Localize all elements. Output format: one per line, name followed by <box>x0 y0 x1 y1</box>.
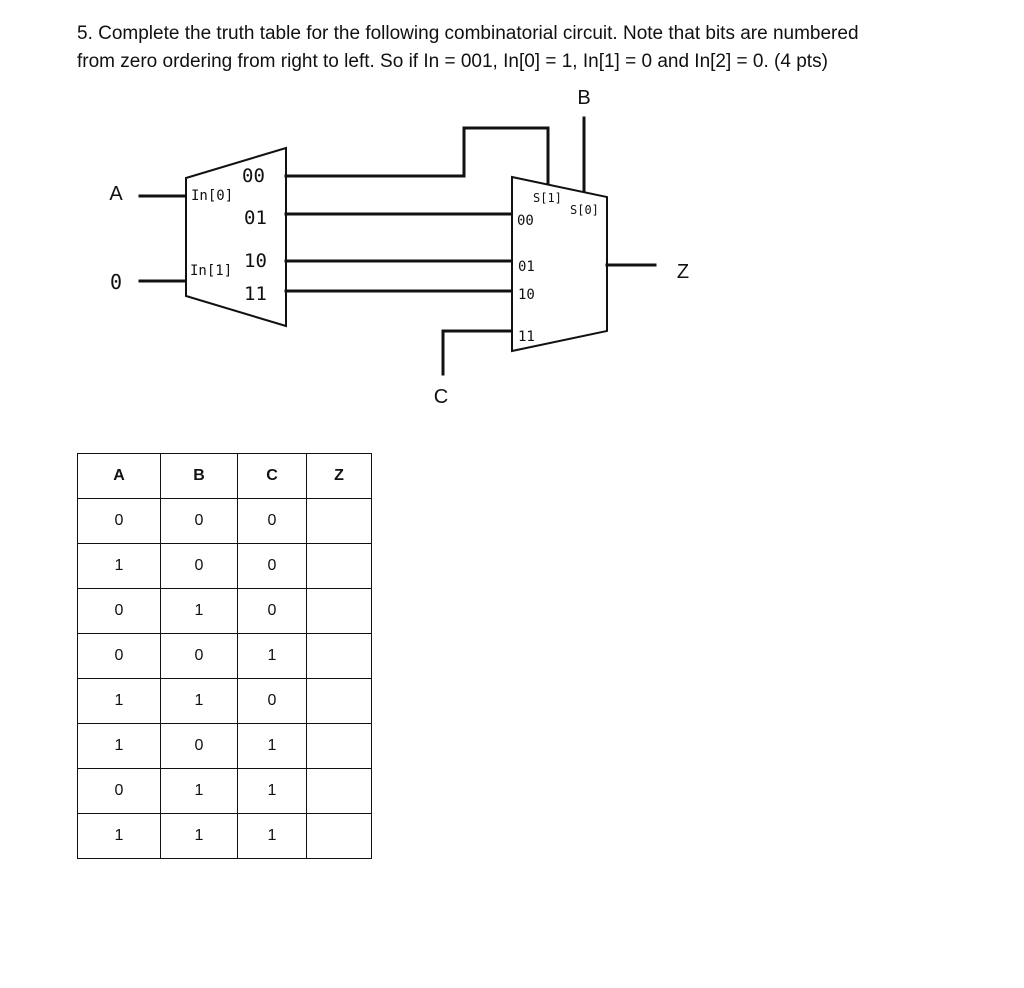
cell-c: 1 <box>238 634 307 679</box>
truth-table-header-row <box>78 454 372 499</box>
cell-c: 1 <box>238 724 307 769</box>
decoder-output-label-11: 11 <box>244 283 267 305</box>
decoder-block <box>186 148 286 326</box>
cell-z[interactable] <box>307 589 372 634</box>
cell-b: 0 <box>161 499 238 544</box>
output-z-label: Z <box>676 261 690 283</box>
cell-a: 0 <box>78 769 161 814</box>
mux-input-label-00: 00 <box>517 213 534 229</box>
truth-table <box>77 453 372 859</box>
decoder-output-label-01: 01 <box>244 207 267 229</box>
cell-c: 0 <box>238 589 307 634</box>
decoder-output-label-10: 10 <box>244 250 267 272</box>
cell-c: 0 <box>238 544 307 589</box>
question-line-2: from zero ordering from right to left. So if In = 001, In[0] = 1, In[1] = 0 and In[2] = 0. (4 pts) <box>77 51 828 72</box>
mux-s0-label: S[0] <box>570 203 599 217</box>
cell-z[interactable] <box>307 634 372 679</box>
cell-a: 0 <box>78 499 161 544</box>
header-a: A <box>78 454 161 499</box>
cell-c: 1 <box>238 814 307 859</box>
cell-a: 0 <box>78 589 161 634</box>
input-c-wire <box>443 331 512 374</box>
table-row <box>78 499 372 544</box>
cell-b: 1 <box>161 589 238 634</box>
table-row <box>78 544 372 589</box>
cell-z[interactable] <box>307 679 372 724</box>
cell-a: 1 <box>78 544 161 589</box>
cell-b: 0 <box>161 634 238 679</box>
cell-z[interactable] <box>307 814 372 859</box>
question-line-1: 5. Complete the truth table for the following combinatorial circuit. Note that bits are numbered <box>77 23 859 44</box>
decoder-in0-label: In[0] <box>191 188 234 204</box>
table-row <box>78 814 372 859</box>
table-row <box>78 589 372 634</box>
table-row <box>78 679 372 724</box>
cell-b: 1 <box>161 679 238 724</box>
mux-input-label-10: 10 <box>518 287 535 303</box>
input-zero-label: 0 <box>109 270 123 294</box>
table-row <box>78 769 372 814</box>
cell-z[interactable] <box>307 769 372 814</box>
mux-s1-label: S[1] <box>533 191 562 205</box>
decoder-out-00-wire <box>286 128 548 190</box>
cell-z[interactable] <box>307 499 372 544</box>
cell-b: 1 <box>161 814 238 859</box>
table-row <box>78 724 372 769</box>
cell-a: 1 <box>78 679 161 724</box>
cell-c: 0 <box>238 679 307 724</box>
decoder-in1-label: In[1] <box>190 263 233 279</box>
cell-b: 0 <box>161 724 238 769</box>
header-c: C <box>238 454 307 499</box>
cell-c: 0 <box>238 499 307 544</box>
cell-a: 0 <box>78 634 161 679</box>
header-b: B <box>161 454 238 499</box>
cell-b: 0 <box>161 544 238 589</box>
cell-c: 1 <box>238 769 307 814</box>
cell-z[interactable] <box>307 544 372 589</box>
input-c-label: C <box>433 386 449 408</box>
cell-b: 1 <box>161 769 238 814</box>
cell-z[interactable] <box>307 724 372 769</box>
mux-input-label-01: 01 <box>518 259 535 275</box>
input-a-label: A <box>109 183 123 205</box>
table-row <box>78 634 372 679</box>
cell-a: 1 <box>78 724 161 769</box>
input-b-label: B <box>577 87 591 109</box>
cell-a: 1 <box>78 814 161 859</box>
decoder-output-label-00: 00 <box>242 165 265 187</box>
header-z: Z <box>307 454 372 499</box>
circuit-diagram <box>0 0 1024 440</box>
mux-input-label-11: 11 <box>518 329 535 345</box>
